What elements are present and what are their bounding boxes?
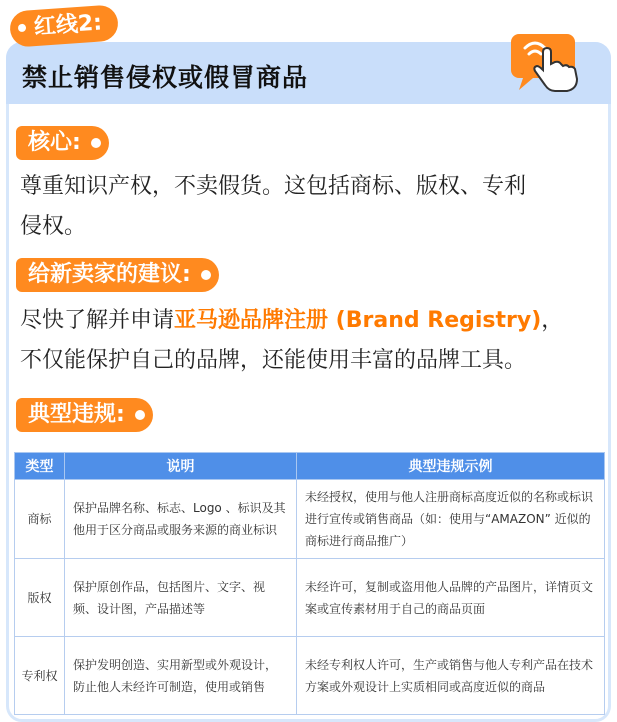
header-example: 典型违规示例: [297, 453, 605, 480]
advice-label: 给新卖家的建议:: [16, 258, 219, 292]
advice-line-1-pre: 尽快了解并申请: [20, 308, 175, 333]
table-row: [15, 637, 605, 715]
advice-line-2: 不仅能保护自己的品牌，还能使用丰富的品牌工具。: [20, 348, 527, 373]
advice-line-1-post: ，: [541, 308, 564, 333]
brand-registry-link[interactable]: 亚马逊品牌注册 (Brand Registry): [174, 308, 542, 333]
row-type: 专利权: [15, 637, 65, 715]
row-example: 未经许可，复制或盗用他人品牌的产品图片，详情页文案或宣传素材用于自己的商品页面: [297, 559, 605, 637]
hand-tap-icon: [509, 32, 589, 94]
table-header-row: [15, 453, 605, 480]
core-text-line-2: 侵权。: [20, 214, 87, 239]
red-line-tag: [9, 4, 119, 47]
row-example: 未经授权，使用与他人注册商标高度近似的名称或标识进行宣传或销售商品（如：使用与“AMAZON” 近似的商标进行商品推广）: [297, 480, 605, 559]
header-description: 说明: [65, 453, 297, 480]
row-description: 保护原创作品，包括图片、文字、视频、设计图，产品描述等: [65, 559, 297, 637]
table-row: [15, 559, 605, 637]
table-row: [15, 480, 605, 559]
advice-line-1: [20, 302, 563, 340]
row-type: 版权: [15, 559, 65, 637]
violations-label: 典型违规:: [16, 398, 153, 432]
violations-table: [14, 452, 605, 715]
core-label: 核心:: [16, 126, 109, 160]
header-type: 类型: [15, 453, 65, 480]
row-example: 未经专利权人许可，生产或销售与他人专利产品在技术方案或外观设计上实质相同或高度近似的商品: [297, 637, 605, 715]
row-description: 保护品牌名称、标志、Logo 、标识及其他用于区分商品或服务来源的商业标识: [65, 480, 297, 559]
section-title: 禁止销售侵权或假冒商品: [22, 63, 309, 92]
core-text-line-1: 尊重知识产权，不卖假货。这包括商标、版权、专利: [20, 174, 527, 199]
tag-dot: [18, 24, 27, 33]
tag-text: 红线2:: [33, 10, 103, 41]
row-description: 保护发明创造、实用新型或外观设计，防止他人未经许可制造，使用或销售: [65, 637, 297, 715]
row-type: 商标: [15, 480, 65, 559]
